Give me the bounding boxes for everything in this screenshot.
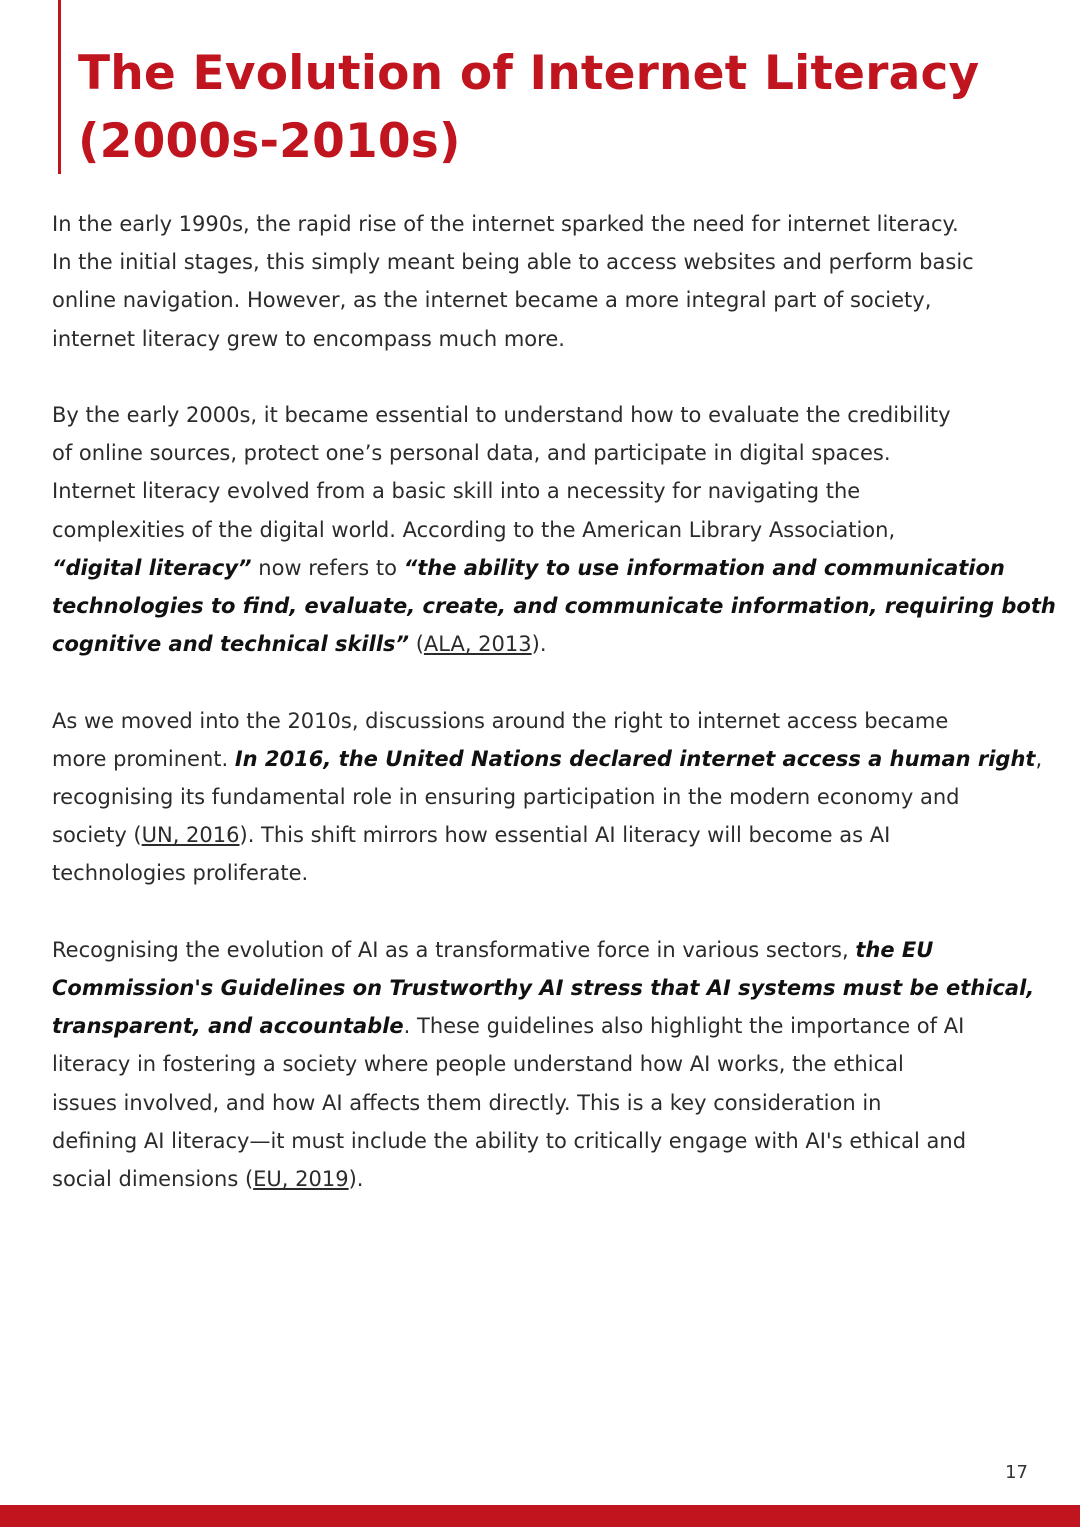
text-line: In the early 1990s, the rapid rise of the internet sparked the need for internet literacy.	[52, 212, 959, 236]
text-line	[52, 1007, 1037, 1045]
text-line: complexities of the digital world. According to the American Library Association,	[52, 517, 896, 542]
citation-link-un-2016[interactable]: UN, 2016	[141, 823, 240, 848]
text-line: Internet literacy evolved from a basic skill into a necessity for navigating the	[52, 479, 861, 504]
text-line: recognising its fundamental role in ensuring participation in the modern economy and	[52, 785, 960, 810]
citation-link-eu-2019[interactable]: EU, 2019	[253, 1167, 349, 1192]
text-line	[52, 1160, 1037, 1198]
emphasis-digital-literacy: “digital literacy”	[52, 555, 252, 580]
emphasis-eu-guidelines: transparent, and accountable	[52, 1014, 404, 1039]
inline-text: now refers to	[251, 555, 404, 580]
inline-text: ).	[348, 1167, 364, 1192]
text-line	[52, 549, 1037, 587]
text-line: literacy in fostering a society where people understand how AI works, the ethical	[52, 1052, 904, 1077]
inline-text: ). This shift mirrors how essential AI literacy will become as AI	[239, 823, 891, 848]
page-title-line-2: (2000s-2010s)	[78, 114, 461, 169]
text-line	[52, 625, 1037, 663]
footer-accent-bar	[0, 1505, 1080, 1527]
page-title-line-1: The Evolution of Internet Literacy	[78, 46, 980, 101]
inline-text: ,	[1035, 746, 1043, 771]
text-line	[52, 931, 1037, 969]
emphasis-eu-guidelines: Commission's Guidelines on Trustworthy AI stress that AI systems must be ethical,	[52, 976, 1035, 1001]
citation-link-ala-2013[interactable]: ALA, 2013	[423, 632, 532, 657]
text-line: As we moved into the 2010s, discussions around the right to internet access became	[52, 708, 949, 733]
text-line	[52, 816, 1037, 854]
emphasis-ala-definition: technologies to find, evaluate, create, and communicate information, requiring both	[52, 594, 1056, 619]
inline-text: more prominent.	[52, 746, 235, 771]
emphasis-eu-guidelines: the EU	[855, 937, 934, 962]
inline-text: ).	[531, 632, 547, 657]
page-title	[78, 40, 1038, 176]
text-line: technologies proliferate.	[52, 861, 309, 886]
text-line: issues involved, and how AI affects them directly. This is a key consideration in	[52, 1090, 882, 1115]
text-line	[52, 740, 1043, 778]
inline-text: social dimensions (	[52, 1167, 254, 1192]
inline-text: (	[409, 632, 424, 657]
article-body	[52, 205, 1056, 1236]
text-line: internet literacy grew to encompass much more.	[52, 326, 565, 351]
paragraph-2000s-digital-literacy	[52, 396, 1056, 663]
paragraph-eu-trustworthy-ai	[52, 931, 1037, 1198]
inline-text: Recognising the evolution of AI as a transformative force in various sectors,	[52, 937, 856, 962]
inline-text: . These guidelines also highlight the importance of AI	[403, 1014, 965, 1039]
text-line: defining AI literacy—it must include the ability to critically engage with AI's ethical and	[52, 1128, 967, 1153]
paragraph-2010s-internet-access	[52, 702, 1043, 893]
title-accent-rule	[58, 0, 61, 174]
text-line: In the initial stages, this simply meant being able to access websites and perform basic	[52, 250, 974, 275]
paragraph-internet-literacy-origins	[52, 205, 1037, 358]
text-line: of online sources, protect one’s personal data, and participate in digital spaces.	[52, 441, 891, 466]
emphasis-un-human-right: In 2016, the United Nations declared internet access a human right	[234, 746, 1036, 771]
emphasis-ala-definition: “the ability to use information and communication	[403, 555, 1005, 580]
text-line: online navigation. However, as the internet became a more integral part of society,	[52, 288, 932, 313]
inline-text: society (	[52, 823, 142, 848]
emphasis-ala-definition: cognitive and technical skills”	[52, 632, 410, 657]
text-line: By the early 2000s, it became essential to understand how to evaluate the credibility	[52, 403, 951, 427]
page-number: 17	[1005, 1462, 1028, 1483]
